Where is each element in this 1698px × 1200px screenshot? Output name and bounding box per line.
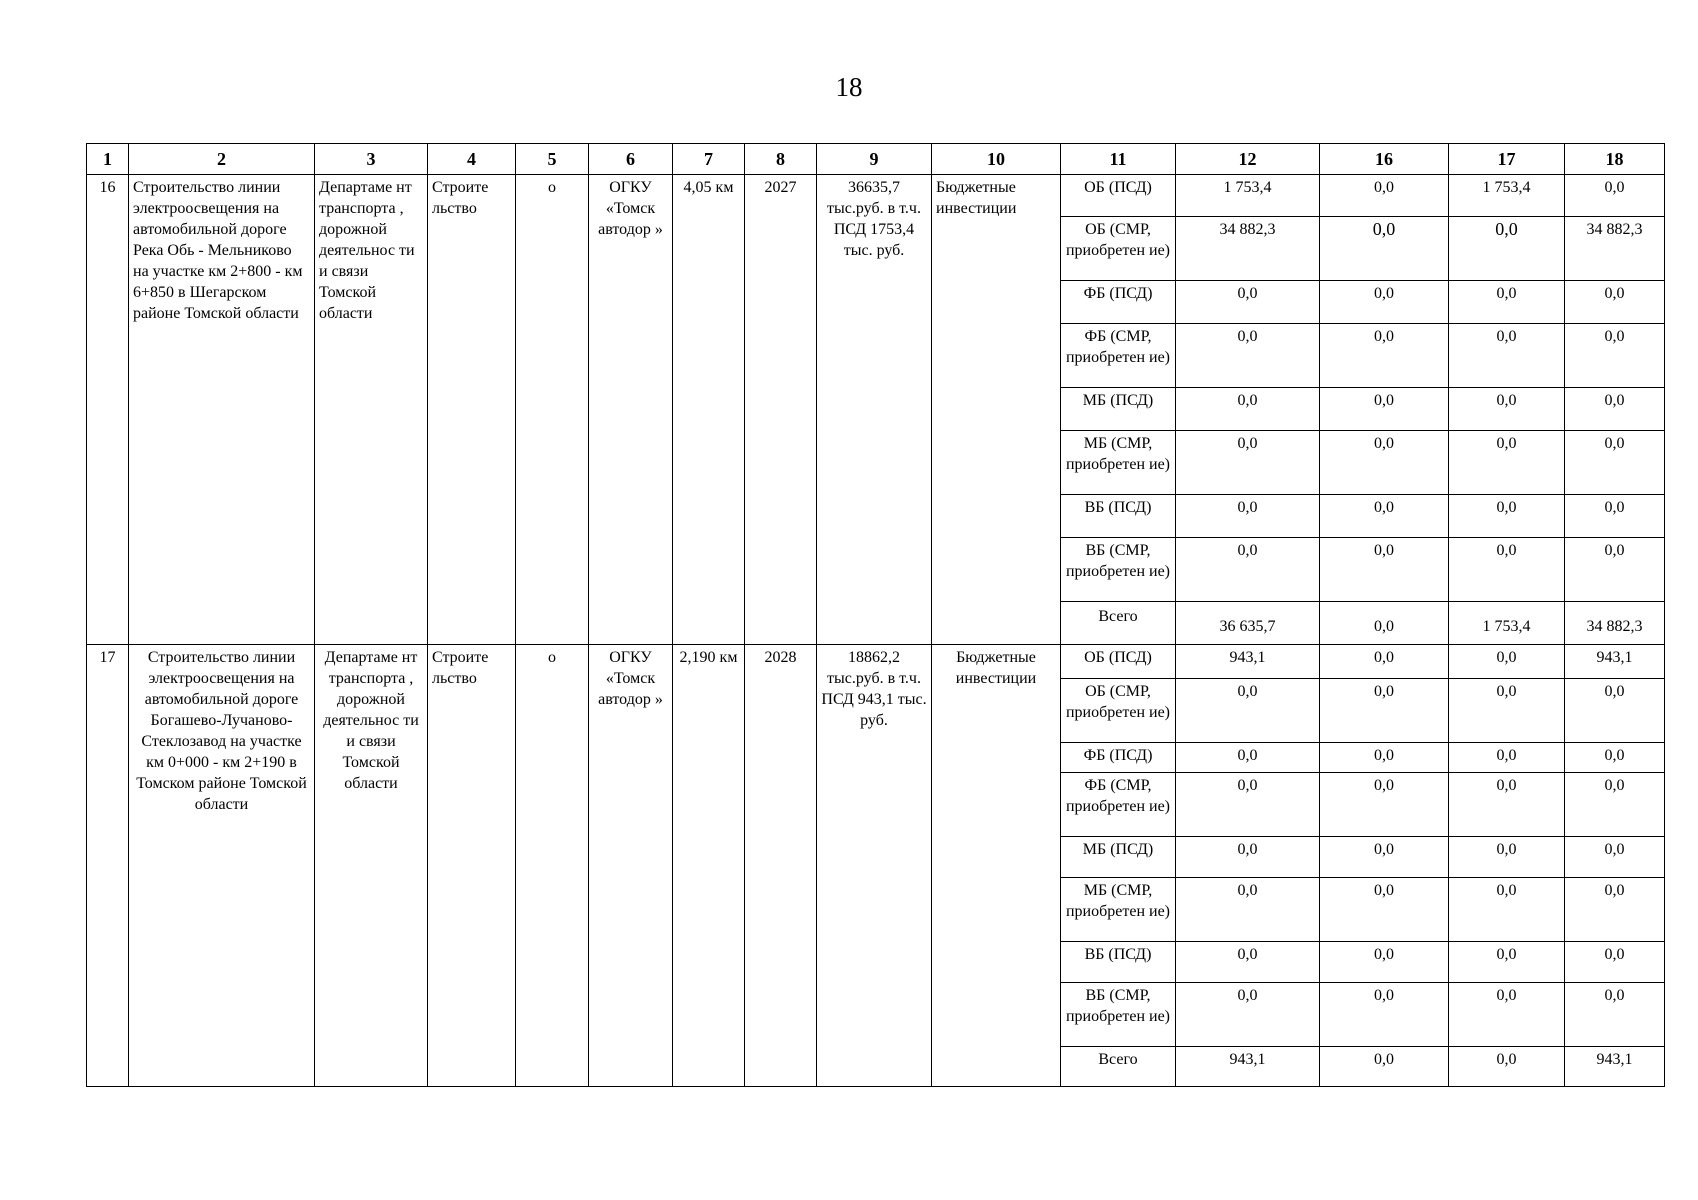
year: 2028 (745, 645, 817, 1087)
value-col-12: 0,0 (1176, 388, 1320, 431)
funding-source: ОБ (СМР, приобретен ие) (1061, 679, 1176, 743)
column-header: 5 (516, 144, 589, 175)
value-col-18: 0,0 (1565, 983, 1665, 1047)
responsible-department: Департаме нт транспорта , дорожной деятельнос ти и связи Томской области (315, 175, 428, 645)
funding-source: МБ (ПСД) (1061, 388, 1176, 431)
funding-source: МБ (ПСД) (1061, 837, 1176, 878)
value-col-16: 0,0 (1320, 837, 1449, 878)
investment-table (86, 143, 1665, 1087)
value-col-17: 0,0 (1449, 538, 1565, 602)
value-col-18: 0,0 (1565, 324, 1665, 388)
value-col-18: 0,0 (1565, 431, 1665, 495)
value-col-18: 0,0 (1565, 679, 1665, 743)
column-header: 17 (1449, 144, 1565, 175)
column-header: 18 (1565, 144, 1665, 175)
row-number: 16 (87, 175, 129, 645)
funding-source: ФБ (ПСД) (1061, 743, 1176, 773)
value-col-16: 0,0 (1320, 645, 1449, 679)
value-col-18: 34 882,3 (1565, 217, 1665, 281)
value-col-12: 1 753,4 (1176, 175, 1320, 217)
investment-type: Бюджетные инвестиции (932, 175, 1061, 645)
value-col-12: 0,0 (1176, 324, 1320, 388)
value-col-17: 0,0 (1449, 431, 1565, 495)
row-number: 17 (87, 645, 129, 1087)
value-col-18: 0,0 (1565, 743, 1665, 773)
column-header: 3 (315, 144, 428, 175)
value-col-17: 0,0 (1449, 495, 1565, 538)
value-col-18: 0,0 (1565, 175, 1665, 217)
value-col-16: 0,0 (1320, 743, 1449, 773)
value-col-18: 0,0 (1565, 837, 1665, 878)
value-col-16: 0,0 (1320, 175, 1449, 217)
value-col-12: 0,0 (1176, 281, 1320, 324)
value-col-12: 0,0 (1176, 431, 1320, 495)
value-col-17: 0,0 (1449, 388, 1565, 431)
column-5-value: о (516, 645, 589, 1087)
funding-source: ВБ (СМР, приобретен ие) (1061, 983, 1176, 1047)
column-header: 7 (673, 144, 745, 175)
funding-source: МБ (СМР, приобретен ие) (1061, 878, 1176, 942)
value-col-18: 0,0 (1565, 388, 1665, 431)
funding-source: ФБ (СМР, приобретен ие) (1061, 773, 1176, 837)
value-col-17: 1 753,4 (1449, 175, 1565, 217)
column-header: 16 (1320, 144, 1449, 175)
value-col-16: 0,0 (1320, 878, 1449, 942)
funding-source: МБ (СМР, приобретен ие) (1061, 431, 1176, 495)
value-col-16: 0,0 (1320, 217, 1449, 281)
value-col-12: 943,1 (1176, 645, 1320, 679)
estimated-cost: 18862,2 тыс.руб. в т.ч. ПСД 943,1 тыс. руб. (817, 645, 932, 1087)
responsible-department: Департаме нт транспорта , дорожной деятельнос ти и связи Томской области (315, 645, 428, 1087)
value-col-17: 0,0 (1449, 837, 1565, 878)
total-col-17: 1 753,4 (1449, 602, 1565, 645)
value-col-17: 0,0 (1449, 645, 1565, 679)
value-col-12: 0,0 (1176, 773, 1320, 837)
value-col-12: 34 882,3 (1176, 217, 1320, 281)
value-col-16: 0,0 (1320, 324, 1449, 388)
work-type: Строите льство (428, 645, 516, 1087)
value-col-16: 0,0 (1320, 679, 1449, 743)
value-col-12: 0,0 (1176, 837, 1320, 878)
column-header: 6 (589, 144, 673, 175)
value-col-18: 0,0 (1565, 281, 1665, 324)
value-col-12: 0,0 (1176, 983, 1320, 1047)
header-row (87, 144, 1665, 175)
year: 2027 (745, 175, 817, 645)
funding-source: ФБ (СМР, приобретен ие) (1061, 324, 1176, 388)
value-col-17: 0,0 (1449, 942, 1565, 983)
work-type: Строите льство (428, 175, 516, 645)
funding-source: ФБ (ПСД) (1061, 281, 1176, 324)
total-col-16: 0,0 (1320, 1047, 1449, 1087)
total-label: Всего (1061, 1047, 1176, 1087)
total-label: Всего (1061, 602, 1176, 645)
funding-source: ОБ (ПСД) (1061, 175, 1176, 217)
value-col-18: 0,0 (1565, 878, 1665, 942)
value-col-12: 0,0 (1176, 942, 1320, 983)
value-col-12: 0,0 (1176, 495, 1320, 538)
value-col-16: 0,0 (1320, 983, 1449, 1047)
total-col-16: 0,0 (1320, 602, 1449, 645)
page-number: 18 (835, 72, 863, 102)
value-col-12: 0,0 (1176, 679, 1320, 743)
object-name: Строительство линии электроосвещения на автомобильной дороге Река Обь - Мельниково на участке км 2+800 - км 6+850 в Шегарском районе Томской области (129, 175, 315, 645)
value-col-18: 0,0 (1565, 538, 1665, 602)
value-col-17: 0,0 (1449, 983, 1565, 1047)
funding-source: ВБ (ПСД) (1061, 942, 1176, 983)
value-col-12: 0,0 (1176, 878, 1320, 942)
column-header: 10 (932, 144, 1061, 175)
total-col-18: 943,1 (1565, 1047, 1665, 1087)
funding-source: ОБ (ПСД) (1061, 645, 1176, 679)
column-5-value: о (516, 175, 589, 645)
column-header: 9 (817, 144, 932, 175)
column-header: 2 (129, 144, 315, 175)
value-col-18: 0,0 (1565, 773, 1665, 837)
value-col-17: 0,0 (1449, 743, 1565, 773)
executor: ОГКУ «Томск автодор » (589, 645, 673, 1087)
funding-source: ВБ (ПСД) (1061, 495, 1176, 538)
length: 2,190 км (673, 645, 745, 1087)
value-col-17: 0,0 (1449, 773, 1565, 837)
column-header: 4 (428, 144, 516, 175)
value-col-18: 0,0 (1565, 495, 1665, 538)
value-col-16: 0,0 (1320, 773, 1449, 837)
total-col-12: 943,1 (1176, 1047, 1320, 1087)
column-header: 12 (1176, 144, 1320, 175)
total-col-18: 34 882,3 (1565, 602, 1665, 645)
value-col-18: 943,1 (1565, 645, 1665, 679)
funding-source: ОБ (СМР, приобретен ие) (1061, 217, 1176, 281)
value-col-16: 0,0 (1320, 538, 1449, 602)
value-col-16: 0,0 (1320, 388, 1449, 431)
estimated-cost: 36635,7 тыс.руб. в т.ч. ПСД 1753,4 тыс. руб. (817, 175, 932, 645)
value-col-18: 0,0 (1565, 942, 1665, 983)
value-col-17: 0,0 (1449, 324, 1565, 388)
value-col-17: 0,0 (1449, 281, 1565, 324)
column-header: 1 (87, 144, 129, 175)
total-col-17: 0,0 (1449, 1047, 1565, 1087)
table-row (87, 175, 1665, 217)
value-col-12: 0,0 (1176, 743, 1320, 773)
executor: ОГКУ «Томск автодор » (589, 175, 673, 645)
value-col-16: 0,0 (1320, 281, 1449, 324)
table-row (87, 645, 1665, 679)
object-name: Строительство линии электроосвещения на автомобильной дороге Богашево-Лучаново-Стеклозавод на участке км 0+000 - км 2+190 в Томском районе Томской области (129, 645, 315, 1087)
value-col-16: 0,0 (1320, 942, 1449, 983)
value-col-17: 0,0 (1449, 217, 1565, 281)
length: 4,05 км (673, 175, 745, 645)
value-col-16: 0,0 (1320, 495, 1449, 538)
column-header: 11 (1061, 144, 1176, 175)
total-col-12: 36 635,7 (1176, 602, 1320, 645)
value-col-17: 0,0 (1449, 679, 1565, 743)
funding-source: ВБ (СМР, приобретен ие) (1061, 538, 1176, 602)
value-col-17: 0,0 (1449, 878, 1565, 942)
investment-type: Бюджетные инвестиции (932, 645, 1061, 1087)
value-col-12: 0,0 (1176, 538, 1320, 602)
column-header: 8 (745, 144, 817, 175)
value-col-16: 0,0 (1320, 431, 1449, 495)
